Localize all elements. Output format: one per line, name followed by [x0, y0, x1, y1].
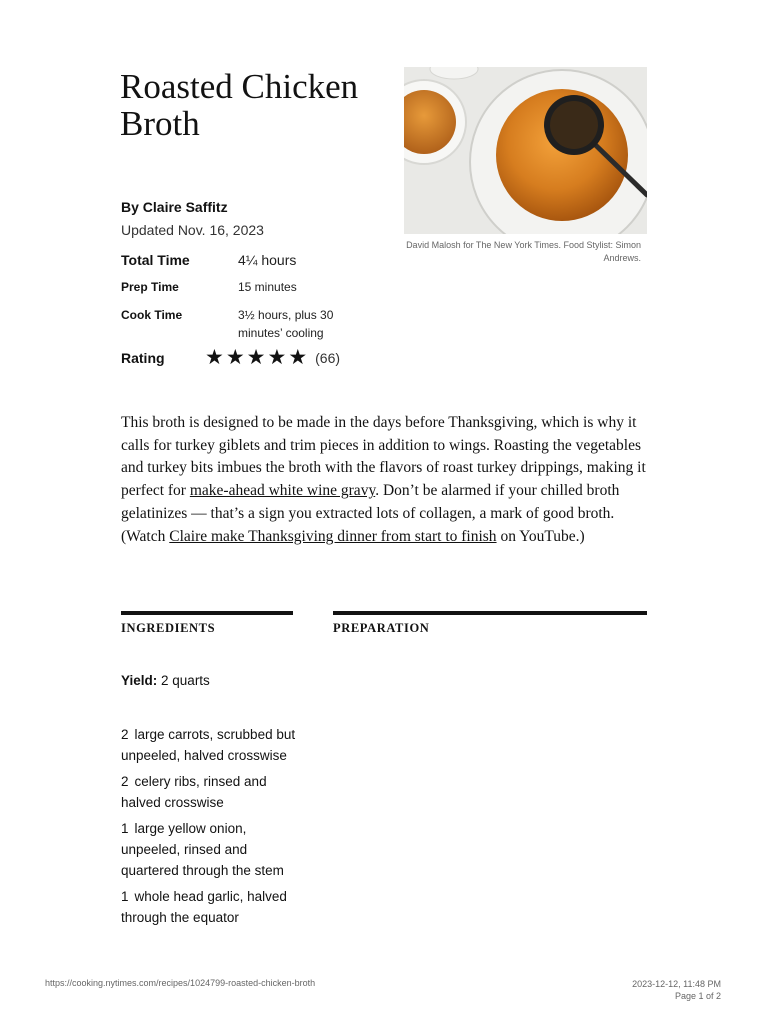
star-icon: ★: [288, 346, 308, 369]
ingredient-quantity: 1: [121, 889, 129, 904]
prep-time-row: [121, 280, 353, 294]
updated-date: Updated Nov. 16, 2023: [121, 222, 264, 238]
intro-text-3: on YouTube.): [496, 527, 585, 545]
ingredient-quantity: 2: [121, 727, 129, 742]
intro-text-1: This broth is designed to be made in the days before Thanksgiving, which is why it calls for turkey giblets and trim pieces in addition to wings. Roasting the vegetables and turkey bits imbues the broth with the flavors of roast turkey drippings, making it perfect for: [121, 414, 646, 500]
footer-url[interactable]: https://cooking.nytimes.com/recipes/1024799-roasted-chicken-broth: [45, 978, 316, 988]
rating-stars: [205, 347, 309, 369]
ingredient-text: whole head garlic, halved through the equator: [121, 889, 287, 925]
recipe-title: Roasted Chicken Broth: [120, 67, 359, 143]
intro-text-2: . Don’t be alarmed if your chilled broth gelatinizes — that’s a sign you extracted lots of collagen, a mark of good broth. (Watch: [121, 482, 620, 545]
ingredient-text: celery ribs, rinsed and halved crosswise: [121, 774, 267, 810]
footer-meta: [632, 978, 721, 1002]
yield: [121, 673, 210, 688]
preparation-heading: PREPARATION: [333, 621, 430, 635]
star-icon: ★: [225, 346, 245, 369]
youtube-video-link[interactable]: Claire make Thanksgiving dinner from start to finish: [169, 527, 497, 545]
recipe-introduction: [121, 412, 651, 548]
preparation-divider: [333, 611, 647, 615]
broth-photo: [404, 67, 647, 234]
photo-caption: David Malosh for The New York Times. Food Stylist: Simon Andrews.: [406, 240, 641, 263]
total-time-row: [121, 252, 353, 268]
prep-time-value: 15 minutes: [238, 280, 297, 294]
ingredients-divider: [121, 611, 293, 615]
cook-time-label: Cook Time: [121, 308, 183, 322]
total-time-label: Total Time: [121, 252, 190, 268]
ingredient-quantity: 2: [121, 774, 129, 789]
ingredient-item: [121, 886, 299, 928]
prep-time-label: Prep Time: [121, 280, 179, 294]
ingredient-list: [121, 724, 299, 933]
rating-row[interactable]: [121, 347, 340, 369]
gravy-link[interactable]: make-ahead white wine gravy: [189, 482, 376, 500]
ingredient-item: [121, 771, 299, 813]
footer-timestamp: 2023-12-12, 11:48 PM: [632, 979, 721, 989]
rating-label: Rating: [121, 350, 165, 366]
yield-value: 2 quarts: [161, 673, 210, 688]
author-byline[interactable]: By Claire Saffitz: [121, 199, 228, 215]
ingredients-heading: INGREDIENTS: [121, 621, 216, 635]
yield-label: Yield:: [121, 673, 158, 688]
star-icon: ★: [267, 346, 287, 369]
ingredient-text: large carrots, scrubbed but unpeeled, halved crosswise: [121, 727, 296, 763]
star-icon: ★: [246, 346, 266, 369]
cook-time-value: 3½ hours, plus 30 minutes’ cooling: [238, 308, 334, 340]
total-time-value: 4¼ hours: [238, 252, 297, 268]
ingredient-item: [121, 724, 299, 766]
ingredient-text: large yellow onion, unpeeled, rinsed and quartered through the stem: [121, 821, 284, 878]
ingredient-quantity: 1: [121, 821, 129, 836]
cook-time-row: [121, 306, 353, 342]
footer-page-number: Page 1 of 2: [674, 991, 721, 1001]
ingredient-item: [121, 818, 299, 881]
star-icon: ★: [205, 346, 224, 369]
rating-count: (66): [315, 350, 341, 366]
